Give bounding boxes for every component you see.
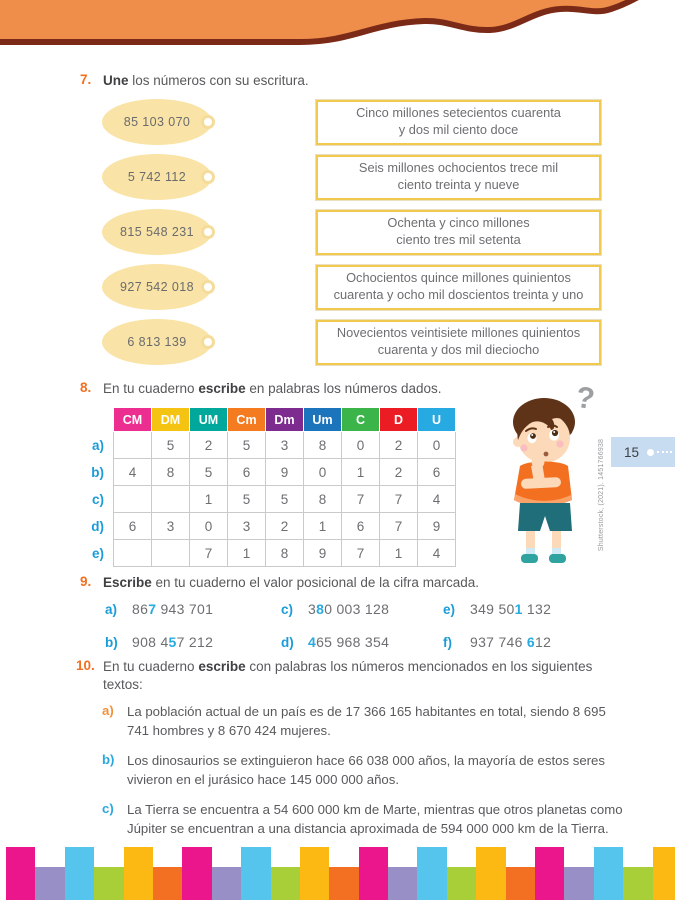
written-number-line1: Seis millones ochocientos trece mil — [358, 160, 559, 176]
marked-digit: 8 — [316, 601, 325, 618]
decorative-bar — [182, 847, 211, 900]
header-spacer — [80, 408, 114, 432]
exercise-number: 9. — [80, 574, 92, 589]
exercise-7 — [80, 72, 601, 374]
oval-number: 5 742 112 — [127, 170, 187, 185]
marked-number-item — [281, 634, 443, 650]
exercise-instruction: Une los números con su escritura. — [103, 73, 309, 88]
item-label: f) — [443, 635, 452, 651]
digit-cell: 0 — [418, 432, 456, 459]
marked-number-item — [105, 601, 281, 617]
written-number-line2: ciento treinta y nueve — [397, 177, 520, 193]
column-header-UM: UM — [190, 408, 228, 432]
column-header-D: D — [380, 408, 418, 432]
column-header-Cm: Cm — [228, 408, 266, 432]
decorative-bar — [388, 867, 417, 900]
problem-text: Los dinosaurios se extinguieron hace 66 038 000 años, la mayoría de estos seres vivieron en el jurásico hace 145 000 000 años. — [127, 753, 605, 788]
decorative-bar — [271, 867, 300, 900]
digit-cell: 2 — [266, 513, 304, 540]
exercise-instruction: En tu cuaderno escribe en palabras los números dados. — [103, 381, 442, 396]
digit-cell: 8 — [266, 540, 304, 567]
table-row — [80, 540, 456, 567]
oval-number: 85 103 070 — [123, 115, 191, 130]
text-problem-item — [102, 752, 624, 790]
digit-cell — [152, 486, 190, 513]
decorative-bar — [623, 867, 652, 900]
item-label: b) — [105, 635, 118, 651]
digit-cell: 7 — [380, 513, 418, 540]
exercise-10 — [76, 658, 624, 850]
decorative-bar — [35, 867, 64, 900]
decorative-bar — [447, 867, 476, 900]
exercise7-heading — [80, 72, 601, 90]
digit-cell: 8 — [152, 459, 190, 486]
match-pair-row — [80, 209, 601, 255]
number-text: 937 746 612 — [470, 634, 552, 651]
column-header-U: U — [418, 408, 456, 432]
matching-area — [80, 99, 601, 365]
written-number-box[interactable] — [316, 155, 601, 200]
decorative-bar — [241, 847, 270, 900]
digit-cell: 5 — [266, 486, 304, 513]
digit-cell: 1 — [228, 540, 266, 567]
marked-numbers-grid — [105, 601, 625, 650]
row-label: d) — [91, 518, 104, 534]
table-row — [80, 513, 456, 540]
question-mark-icon: ? — [573, 380, 597, 417]
digit-cell: 4 — [114, 459, 152, 486]
digit-cell: 1 — [342, 459, 380, 486]
decorative-bar — [476, 847, 505, 900]
digit-cell: 0 — [190, 513, 228, 540]
digit-cell: 6 — [342, 513, 380, 540]
place-value-table — [80, 407, 456, 567]
decorative-bar — [564, 867, 593, 900]
number-oval[interactable] — [102, 264, 212, 310]
marked-number-item — [105, 634, 281, 650]
digit-cell: 6 — [418, 459, 456, 486]
digit-cell: 1 — [304, 513, 342, 540]
decorative-bar — [359, 847, 388, 900]
exercise10-heading — [76, 658, 624, 694]
number-oval[interactable] — [102, 319, 212, 365]
digit-cell — [114, 540, 152, 567]
table-header-row — [80, 408, 456, 432]
column-header-CM: CM — [114, 408, 152, 432]
digit-cell: 3 — [152, 513, 190, 540]
marked-number-item — [443, 634, 625, 650]
digit-cell: 7 — [342, 540, 380, 567]
number-text: 380 003 128 — [308, 601, 390, 618]
decorative-bar — [594, 847, 623, 900]
decorative-bar — [94, 867, 123, 900]
digit-cell: 0 — [304, 459, 342, 486]
number-text: 465 968 354 — [308, 634, 390, 651]
digit-cell — [114, 432, 152, 459]
thinking-kid-illustration — [488, 380, 606, 570]
exercise-9 — [80, 574, 625, 650]
digit-cell: 3 — [266, 432, 304, 459]
number-oval[interactable] — [102, 99, 212, 145]
match-pair-row — [80, 154, 601, 200]
decorative-bar — [653, 847, 675, 900]
digit-cell: 8 — [304, 432, 342, 459]
page-number-tab — [611, 437, 675, 467]
row-label: b) — [91, 464, 104, 480]
column-header-DM: DM — [152, 408, 190, 432]
marked-digit: 5 — [168, 634, 177, 651]
decorative-bar — [300, 847, 329, 900]
digit-cell: 9 — [418, 513, 456, 540]
table-row — [80, 432, 456, 459]
digit-cell — [114, 486, 152, 513]
digit-cell: 6 — [114, 513, 152, 540]
text-problem-item — [102, 801, 624, 839]
digit-cell: 4 — [418, 540, 456, 567]
digit-cell: 4 — [418, 486, 456, 513]
digit-cell: 5 — [228, 486, 266, 513]
exercise9-heading — [80, 574, 625, 592]
tab-dotted-line — [657, 451, 672, 453]
marked-number-item — [443, 601, 625, 617]
decorative-bar — [153, 867, 182, 900]
item-label: a) — [105, 602, 118, 618]
table-row — [80, 486, 456, 513]
item-label: c) — [102, 800, 114, 816]
marked-digit: 7 — [148, 601, 157, 618]
digit-cell: 7 — [342, 486, 380, 513]
decorative-bar — [65, 847, 94, 900]
written-number-box[interactable] — [316, 100, 601, 145]
connector-dot[interactable] — [201, 335, 215, 349]
digit-cell: 6 — [228, 459, 266, 486]
written-number-line1: Cinco millones setecientos cuarenta — [356, 105, 561, 121]
written-number-box[interactable] — [316, 265, 601, 310]
digit-cell: 5 — [190, 459, 228, 486]
digit-cell: 1 — [190, 486, 228, 513]
marked-digit: 1 — [514, 601, 523, 618]
decorative-bar — [535, 847, 564, 900]
marked-digit: 6 — [526, 634, 535, 651]
digit-cell: 7 — [190, 540, 228, 567]
oval-number: 927 542 018 — [120, 280, 194, 295]
decorative-bar — [6, 847, 35, 900]
written-number-line2: cuarenta y ocho mil doscientos treinta y uno — [333, 287, 584, 303]
exercise-instruction: Escribe en tu cuaderno el valor posicional de la cifra marcada. — [103, 575, 479, 590]
digit-cell: 8 — [304, 486, 342, 513]
digit-cell: 5 — [152, 432, 190, 459]
connector-dot[interactable] — [201, 170, 215, 184]
item-label: b) — [102, 752, 115, 768]
number-text: 349 501 132 — [470, 601, 552, 618]
decorative-bar — [212, 867, 241, 900]
text-problem-item — [102, 703, 624, 741]
number-oval[interactable] — [102, 154, 212, 200]
table-row — [80, 459, 456, 486]
item-label: a) — [102, 703, 114, 719]
digit-cell: 7 — [380, 486, 418, 513]
word-problems-list — [102, 703, 624, 838]
written-number-line2: y dos mil ciento doce — [398, 122, 519, 138]
digit-cell: 1 — [380, 540, 418, 567]
oval-number: 6 813 139 — [127, 335, 187, 350]
written-number-line1: Ochenta y cinco millones — [387, 215, 530, 231]
digit-cell: 2 — [380, 432, 418, 459]
column-header-Dm: Dm — [266, 408, 304, 432]
written-number-box[interactable] — [316, 320, 601, 365]
decorative-bar — [417, 847, 446, 900]
number-oval[interactable] — [102, 209, 212, 255]
number-text: 867 943 701 — [132, 601, 214, 618]
tab-dot — [647, 449, 654, 456]
exercise-number: 8. — [80, 380, 92, 395]
bottom-bars-decoration — [0, 847, 675, 900]
connector-dot[interactable] — [201, 115, 215, 129]
decorative-bar — [124, 847, 153, 900]
written-number-line2: cuarenta y dos mil dieciocho — [377, 342, 540, 358]
written-number-line1: Ochocientos quince millones quinientos — [346, 270, 571, 286]
digit-cell: 9 — [304, 540, 342, 567]
page-number: 15 — [624, 444, 640, 460]
exercise-number: 10. — [76, 658, 95, 673]
marked-digit: 4 — [308, 634, 317, 651]
digit-cell: 5 — [228, 432, 266, 459]
problem-text: La Tierra se encuentra a 54 600 000 km de Marte, mientras que otros planetas como Júpiter se encuentran a una distancia aproximada de 594 000 000 km de la Tierra. — [127, 801, 623, 836]
oval-number: 815 548 231 — [120, 225, 194, 240]
row-label: c) — [91, 491, 104, 507]
written-number-line2: ciento tres mil setenta — [396, 232, 521, 248]
decorative-bar — [329, 867, 358, 900]
exercise-number: 7. — [80, 72, 92, 87]
match-pair-row — [80, 264, 601, 310]
column-header-Um: Um — [304, 408, 342, 432]
item-label: d) — [281, 635, 294, 651]
digit-cell: 2 — [190, 432, 228, 459]
item-label: c) — [281, 602, 294, 618]
column-header-C: C — [342, 408, 380, 432]
item-label: e) — [443, 602, 456, 618]
top-wave-decoration — [0, 0, 675, 60]
problem-text: La población actual de un país es de 17 366 165 habitantes en total, siendo 8 695 741 hombres y 8 670 424 mujeres. — [127, 704, 606, 739]
digit-cell: 2 — [380, 459, 418, 486]
marked-number-item — [281, 601, 443, 617]
digit-cell: 0 — [342, 432, 380, 459]
written-number-line1: Novecientos veintisiete millones quinientos — [336, 325, 581, 341]
digit-cell — [152, 540, 190, 567]
image-credit: Shutterstock, (2021). 1451766938 — [598, 438, 605, 552]
written-number-box[interactable] — [316, 210, 601, 255]
connector-dot[interactable] — [201, 225, 215, 239]
row-label: a) — [91, 437, 104, 453]
digit-cell: 9 — [266, 459, 304, 486]
exercise-instruction: En tu cuaderno escribe con palabras los números mencionados en los siguientes textos: — [103, 659, 593, 693]
decorative-bar — [506, 867, 535, 900]
connector-dot[interactable] — [201, 280, 215, 294]
number-text: 908 457 212 — [132, 634, 214, 651]
digit-cell: 3 — [228, 513, 266, 540]
row-label: e) — [91, 545, 104, 561]
match-pair-row — [80, 99, 601, 145]
match-pair-row — [80, 319, 601, 365]
